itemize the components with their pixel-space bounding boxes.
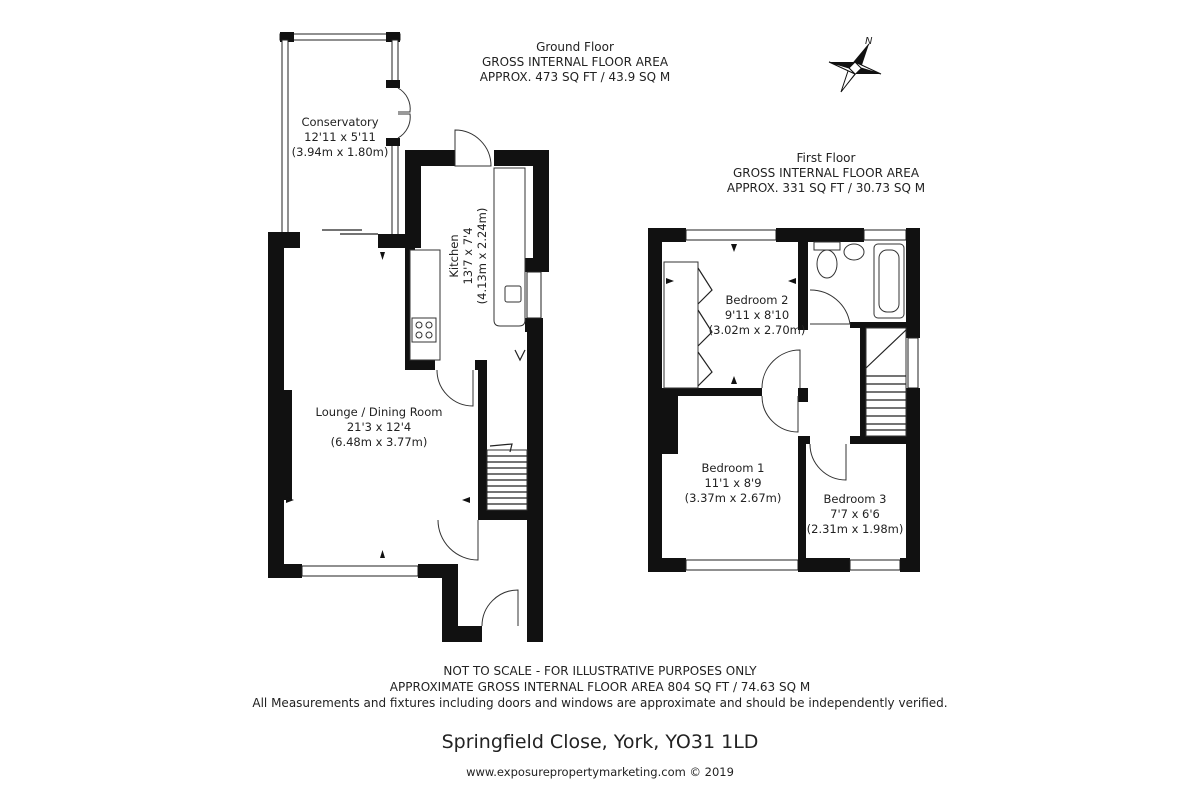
ground-floor-area-value: APPROX. 473 SQ FT / 43.9 SQ M [479,70,671,84]
room-name: Lounge / Dining Room [315,405,443,419]
room-label-lounge [316,405,443,449]
room-name: Bedroom 2 [725,293,789,307]
room-label-kitchen [447,208,489,305]
compass-north-label: N [865,36,873,47]
room-dims-imperial: 12'11 x 5'11 [304,130,376,144]
compass-icon [829,36,881,92]
footer-disclaimer-2: All Measurements and fixtures including doors and windows are approximate and should be independently verified. [252,696,948,710]
footer-disclaimer-1: NOT TO SCALE - FOR ILLUSTRATIVE PURPOSES ONLY [443,664,757,678]
room-label-bedroom-1 [685,461,782,505]
ground-floor-area-label: GROSS INTERNAL FLOOR AREA [481,55,669,69]
first-floor-area-value: APPROX. 331 SQ FT / 30.73 SQ M [726,181,926,195]
footer-total-area: APPROXIMATE GROSS INTERNAL FLOOR AREA 804 SQ FT / 74.63 SQ M [389,680,811,694]
room-dims-metric: (3.02m x 2.70m) [708,323,806,337]
room-name: Bedroom 3 [823,492,887,506]
ground-floor-staircase [487,444,527,510]
room-dims-imperial: 13'7 x 7'4 [461,227,475,285]
room-label-bedroom-3 [807,492,904,536]
room-dims-imperial: 9'11 x 8'10 [724,308,790,322]
kitchen-fittings [322,130,525,626]
room-dims-metric: (6.48m x 3.77m) [330,435,428,449]
bathroom-fittings [810,242,904,324]
first-floor-title: First Floor [796,151,856,165]
room-dims-imperial: 7'7 x 6'6 [830,507,880,521]
footer-credit: www.exposurepropertymarketing.com © 2019 [466,765,734,779]
property-address: Springfield Close, York, YO31 1LD [441,731,759,753]
first-floor-staircase [866,328,906,436]
first-floor-area-label: GROSS INTERNAL FLOOR AREA [732,166,920,180]
footer [252,664,947,779]
ground-floor-heading [480,40,671,84]
room-name: Bedroom 1 [701,461,765,475]
room-dims-metric: (4.13m x 2.24m) [475,207,489,305]
room-label-conservatory [292,115,389,159]
room-dims-metric: (3.37m x 2.67m) [684,491,782,505]
room-dims-metric: (2.31m x 1.98m) [806,522,904,536]
room-dims-imperial: 21'3 x 12'4 [346,420,412,434]
first-floor-heading [727,151,925,195]
room-dims-metric: (3.94m x 1.80m) [291,145,389,159]
room-dims-imperial: 11'1 x 8'9 [704,476,762,490]
room-name: Conservatory [301,115,379,129]
room-name: Kitchen [447,234,461,278]
ground-floor-title: Ground Floor [536,40,614,54]
room-label-bedroom-2 [709,293,806,337]
